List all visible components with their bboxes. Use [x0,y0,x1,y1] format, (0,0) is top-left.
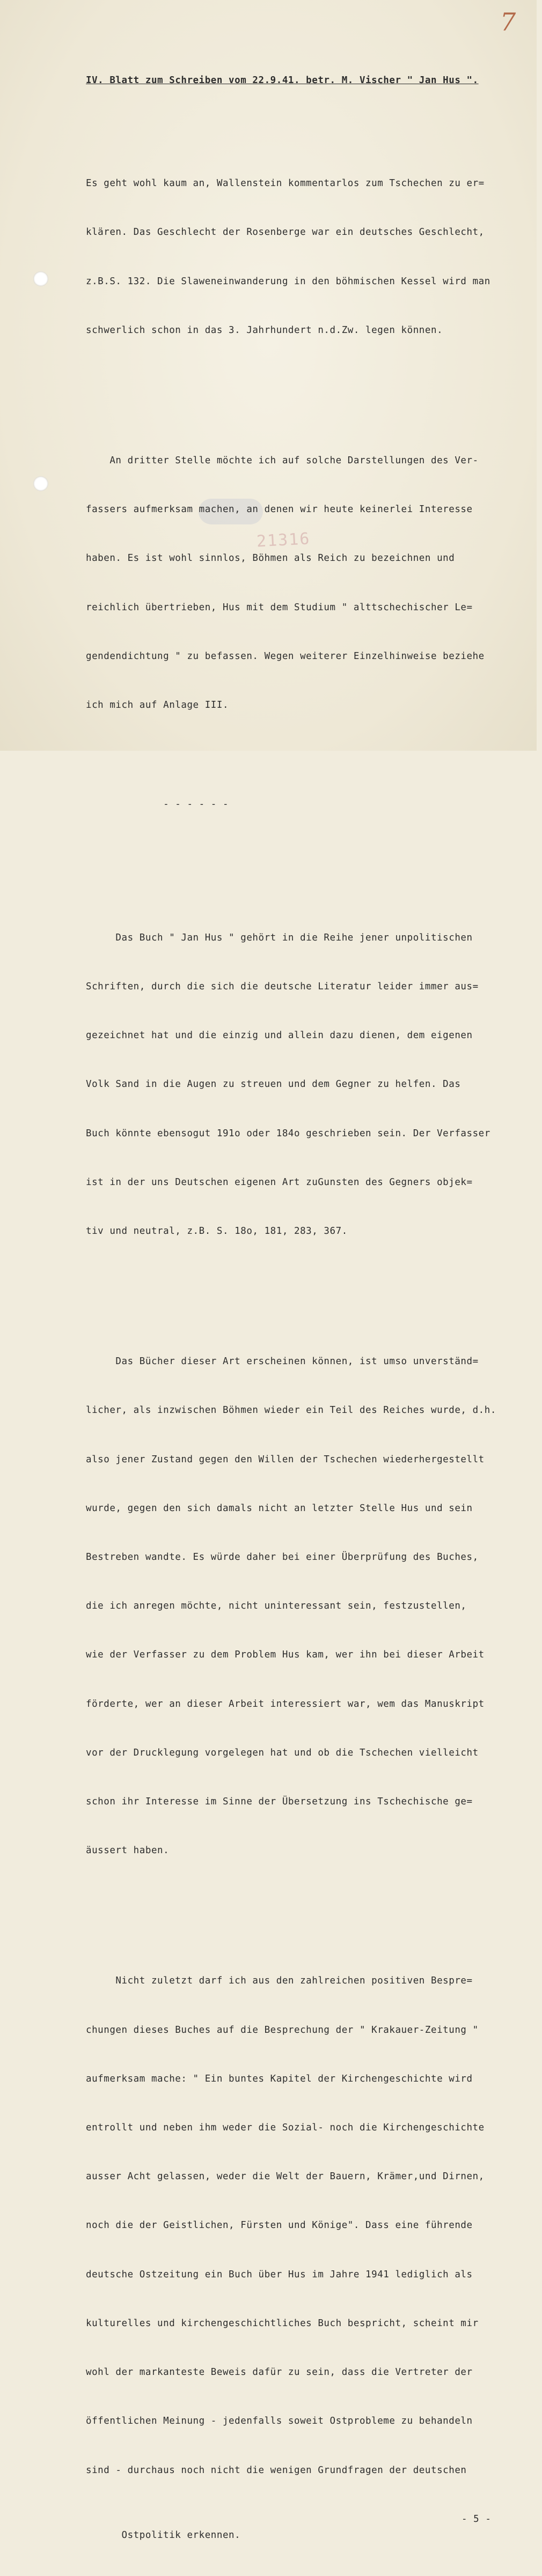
paragraph-5 [86,1941,542,2560]
text-line: Schriften, durch die sich die deutsche Literatur leider immer aus= [86,981,479,992]
faded-stamp-number: 21316 [256,529,311,551]
text-line: schon ihr Interesse im Sinne der Übersetzung ins Tschechische ge= [86,1796,473,1808]
text-line: licher, als inzwischen Böhmen wieder ein Teil des Reiches wurde, d.h. [86,1405,496,1416]
text-line: vor der Drucklegung vorgelegen hat und ob die Tschechen vielleicht [86,1747,479,1758]
text-line: die ich anregen möchte, nicht uninteressant sein, festzustellen, [86,1601,467,1612]
text-line: wurde, gegen den sich damals nicht an letzter Stelle Hus und sein [86,1502,473,1514]
text-line: Buch könnte ebensogut 191o oder 184o geschrieben sein. Der Verfasser [86,1128,490,1139]
text-line: Bestreben wandte. Es würde daher bei einer Überprüfung des Buches, [86,1552,479,1563]
text-line: schwerlich schon in das 3. Jahrhundert n.d.Zw. legen können. [86,324,443,336]
text-line: deutsche Ostzeitung ein Buch über Hus im Jahre 1941 lediglich als [86,2269,473,2280]
text-line: klären. Das Geschlecht der Rosenberge war ein deutsches Geschlecht, [86,227,485,238]
text-line: ist in der uns Deutschen eigenen Art zuGunsten des Gegners objek= [86,1176,473,1188]
paragraph-1 [86,143,542,371]
text-line: Ostpolitik erkennen. [121,2530,241,2541]
text-line: haben. Es ist wohl sinnlos, Böhmen als Reich zu bezeichnen und [86,553,455,564]
text-line: kulturelles und kirchengeschichtliches Buch bespricht, scheint mir [86,2318,479,2329]
text-line: entrollt und neben ihm weder die Sozial- noch die Kirchengeschichte [86,2122,485,2134]
folio-number: 7 [500,8,516,36]
text-line: Das Buch " Jan Hus " gehört in die Reihe jener unpolitischen [86,932,473,943]
typewritten-letter-body [86,40,542,2576]
text-line: förderte, wer an dieser Arbeit interessiert war, wem das Manuskript [86,1698,485,1709]
text-line: z.B.S. 132. Die Slaweneinwanderung in den böhmischen Kessel wird man [86,276,490,287]
section-divider: - - - - - - [86,798,229,810]
text-line: reichlich übertrieben, Hus mit dem Studium " alttschechischer Le= [86,602,473,613]
text-line: sind - durchaus noch nicht die wenigen Grundfragen der deutschen [86,2464,467,2476]
text-line: Es geht wohl kaum an, Wallenstein kommentarlos zum Tschechen zu er= [86,178,485,189]
document-heading: IV. Blatt zum Schreiben vom 22.9.41. betr. M. Vischer " Jan Hus ". [86,75,479,86]
paragraph-4 [86,1321,542,1891]
text-line: ausser Acht gelassen, weder die Welt der Bauern, Krämer,und Dirnen, [86,2171,485,2182]
text-line: ich mich auf Anlage III. [86,700,229,711]
text-line: Volk Sand in die Augen zu streuen und dem Gegner zu helfen. Das [86,1079,461,1090]
punch-hole-bottom [33,476,48,491]
text-line: also jener Zustand gegen den Willen der Tschechen wiederhergestellt [86,1454,485,1465]
text-line: wohl der markanteste Beweis dafür zu sein, dass die Vertreter der [86,2367,473,2378]
text-line: gendendichtung " zu befassen. Wegen weiterer Einzelhinweise beziehe [86,650,485,662]
text-line: äussert haben. [86,1845,170,1856]
text-line: noch die der Geistlichen, Fürsten und Könige". Dass eine führende [86,2220,473,2231]
text-line: Das Bücher dieser Art erscheinen können, ist umso unverständ= [86,1356,479,1367]
punch-hole-top [33,271,48,286]
text-line: Nicht zuletzt darf ich aus den zahlreichen positiven Bespre= [86,1975,473,1987]
text-line: wie der Verfasser zu dem Problem Hus kam, wer ihn bei dieser Arbeit [86,1649,485,1661]
paragraph-3 [86,897,542,1272]
text-line: chungen dieses Buches auf die Besprechung der " Krakauer-Zeitung " [86,2024,479,2035]
text-line: gezeichnet hat und die einzig und allein dazu dienen, dem eigenen [86,1030,473,1041]
text-line: aufmerksam mache: " Ein buntes Kapitel der Kirchengeschichte wird [86,2073,473,2084]
last-line-row [86,2511,542,2541]
page-number: - 5 - [462,2513,492,2525]
text-line: An dritter Stelle möchte ich auf solche Darstellungen des Ver- [86,455,479,467]
text-line: fassers aufmerksam machen, an denen wir heute keinerlei Interesse [86,504,473,515]
text-line: öffentlichen Meinung - jedenfalls soweit Ostprobleme zu behandeln [86,2416,473,2427]
text-line: tiv und neutral, z.B. S. 18o, 181, 283, 367. [86,1225,348,1237]
paragraph-2 [86,420,542,746]
